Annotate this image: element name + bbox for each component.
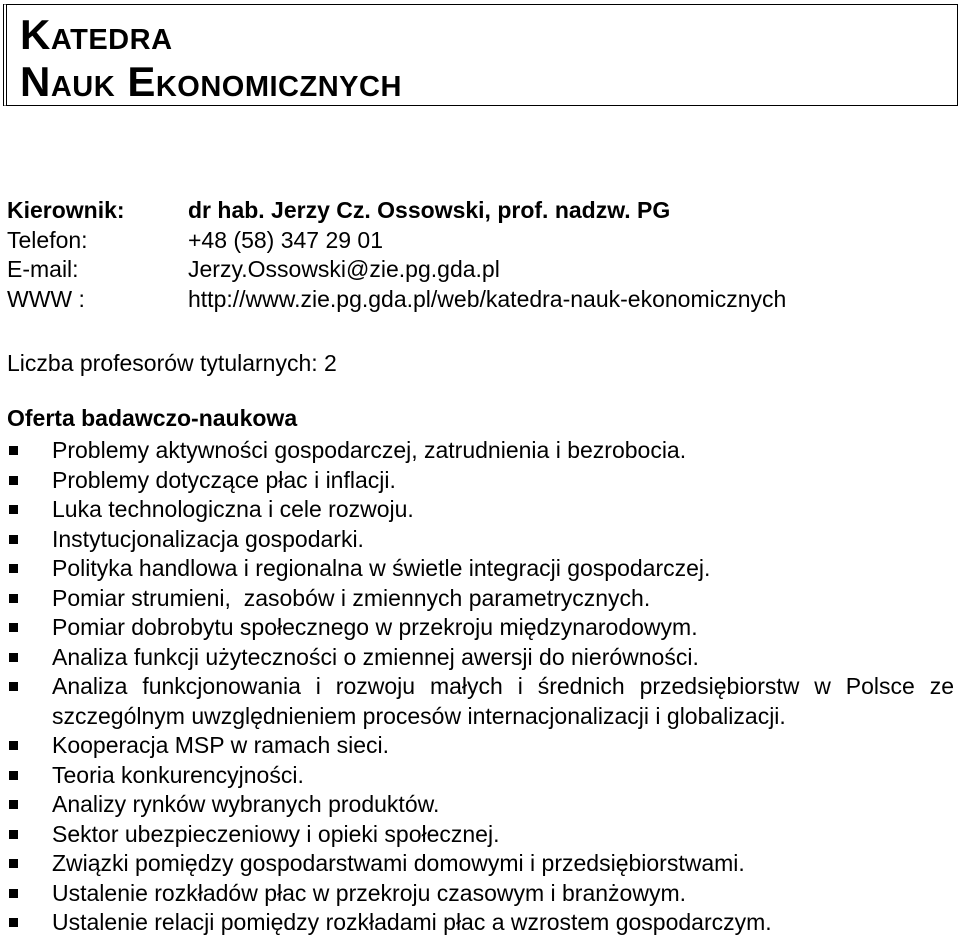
list-item [0,879,960,909]
square-bullet-icon [9,682,18,691]
list-item-text: Pomiar dobrobytu społecznego w przekroju międzynarodowym. [52,614,698,640]
email-link[interactable]: Jerzy.Ossowski@zie.pg.gda.pl [188,256,500,283]
list-item-text: Problemy dotyczące płac i inflacji. [52,466,396,493]
list-item-text: Analiza funkcji użyteczności o zmiennej awersji do nierówności. [52,643,699,670]
list-item [0,466,960,496]
list-item [0,761,960,791]
square-bullet-icon [9,771,18,780]
phone-row [7,226,786,256]
square-bullet-icon [9,564,18,573]
square-bullet-icon [9,918,18,927]
list-item [0,436,960,466]
head-value: dr hab. Jerzy Cz. Ossowski, prof. nadzw. PG [188,197,671,223]
square-bullet-icon [9,476,18,485]
list-item [0,643,960,673]
list-item-text: Teoria konkurencyjności. [52,761,304,788]
www-row [7,285,786,315]
list-item [0,672,960,731]
square-bullet-icon [9,741,18,750]
list-item-text: Ustalenie relacji pomiędzy rozkładami płac a wzrostem gospodarczym. [52,909,772,935]
list-item-text: Ustalenie rozkładów płac w przekroju czasowym i branżowym. [52,879,687,906]
list-item-text: Kooperacja MSP w ramach sieci. [52,732,390,758]
email-row [7,255,786,285]
page-title-line2: Nauk Ekonomicznych [20,58,402,105]
list-item [0,731,960,761]
square-bullet-icon [9,594,18,603]
square-bullet-icon [9,830,18,839]
list-item [0,554,960,584]
list-item [0,790,960,820]
phone-label: Telefon: [7,226,88,253]
list-item-text: Pomiar strumieni, zasobów i zmiennych parametrycznych. [52,584,651,611]
head-row [7,196,786,226]
list-item [0,849,960,879]
square-bullet-icon [9,859,18,868]
list-item [0,584,960,614]
list-item-text: Analiza funkcjonowania i rozwoju małych i średnich przedsiębiorstw w Polsce ze szczególnym uwzględnieniem procesów internacjonalizacji i globalizacji. [52,673,954,729]
square-bullet-icon [9,800,18,809]
list-item-text: Analizy rynków wybranych produktów. [52,791,440,817]
www-label: WWW : [7,285,85,312]
contact-info [7,196,786,314]
list-item-text: Instytucjonalizacja gospodarki. [52,525,364,552]
list-item-text: Sektor ubezpieczeniowy i opieki społecznej. [52,820,500,847]
square-bullet-icon [9,535,18,544]
list-item-text: Luka technologiczna i cele rozwoju. [52,496,414,522]
list-item-text: Problemy aktywności gospodarczej, zatrudnienia i bezrobocia. [52,437,687,463]
square-bullet-icon [9,446,18,455]
square-bullet-icon [9,505,18,514]
square-bullet-icon [9,623,18,632]
list-item [0,495,960,525]
offer-heading: Oferta badawczo-naukowa [7,405,298,431]
www-link[interactable]: http://www.zie.pg.gda.pl/web/katedra-nauk-ekonomicznych [188,285,787,312]
list-item [0,525,960,555]
list-item [0,908,960,938]
page-title-line1: Katedra [20,11,173,58]
phone-value: +48 (58) 347 29 01 [188,226,384,253]
head-label: Kierownik: [7,197,125,223]
square-bullet-icon [9,653,18,662]
email-label: E-mail: [7,256,79,283]
professors-count: Liczba profesorów tytularnych: 2 [7,350,337,376]
square-bullet-icon [9,889,18,898]
offer-list [0,436,960,938]
list-item-text: Związki pomiędzy gospodarstwami domowymi i przedsiębiorstwami. [52,850,745,876]
list-item-text: Polityka handlowa i regionalna w świetle integracji gospodarczej. [52,555,711,581]
list-item [0,820,960,850]
list-item [0,613,960,643]
